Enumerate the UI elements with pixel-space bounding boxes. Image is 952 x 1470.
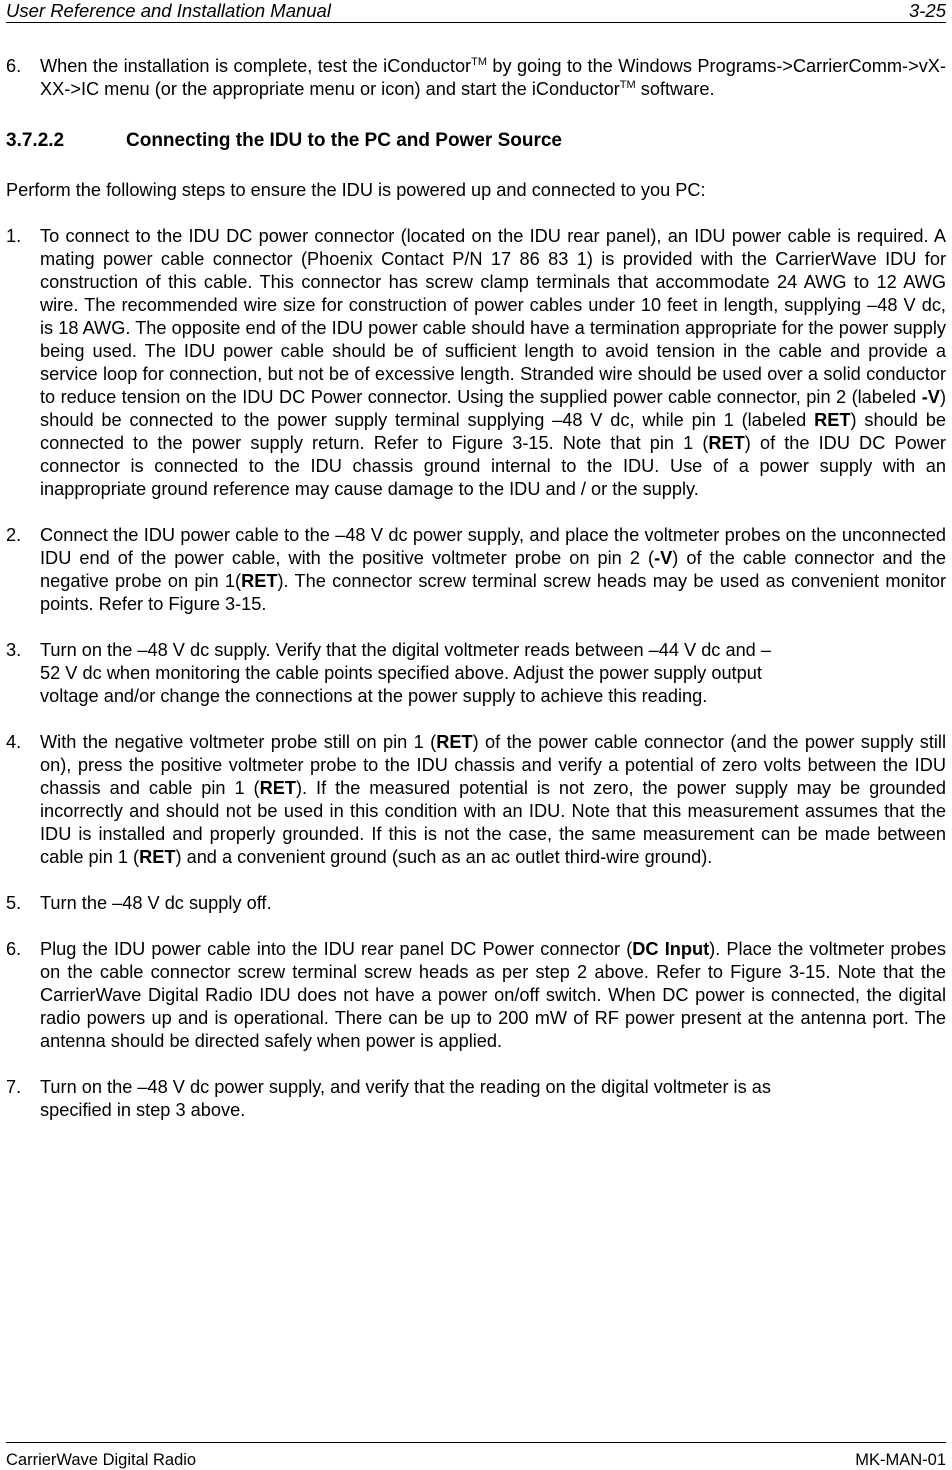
step-text: ) of the cable connector and the negative probe on pin 1( (40, 548, 946, 591)
step-text: ) of the IDU DC Power connector is connected to the IDU chassis ground internal to the IDU. Use of a power supply with an inappropriate ground reference may cause damage to the IDU and / or the supply. (40, 433, 946, 499)
bold-term: -V (921, 387, 940, 407)
step-number: 7. (6, 1077, 22, 1097)
step-text: software. (635, 79, 715, 99)
bold-term: RET (814, 410, 851, 430)
step-text-line: voltage and/or change the connections at the power supply to achieve this reading. (40, 686, 708, 706)
step-text: ) of the power cable connector (and the power supply still on), press the positive voltmeter probe to the IDU chassis and verify a potential of zero volts between the IDU chassis and cable pin 1 ( (40, 732, 946, 798)
step-4-ground-check (6, 731, 946, 869)
step-text: ). If the measured potential is not zero, the power supply may be grounded incorrectly and should not be used in this condition with an IDU. Note that this measurement assumes that the IDU is installed and properly grounded. If this is not the case, the same measurement can be made between cable pin 1 ( (40, 778, 946, 867)
step-5-supply-off (6, 892, 946, 915)
step-number: 3. (6, 640, 22, 660)
step-2-connect-supply (6, 524, 946, 616)
step-number: 4. (6, 732, 22, 752)
bold-term: RET (708, 433, 745, 453)
footer-doc-id: MK-MAN-01 (855, 1451, 946, 1469)
bold-term: DC Input (632, 939, 710, 959)
step-text-line: Turn on the –48 V dc supply. Verify that the digital voltmeter reads between –44 V dc and – (40, 640, 771, 660)
step-text: Connect the IDU power cable to the –48 V dc power supply, and place the voltmeter probes on the unconnected IDU end of the power cable, with the positive voltmeter probe on pin 2 ( (40, 525, 946, 568)
step-text: ) and a convenient ground (such as an ac outlet third-wire ground). (175, 847, 713, 867)
bold-term: RET (139, 847, 176, 867)
step-7-power-on (6, 1076, 946, 1122)
bold-term: RET (259, 778, 296, 798)
footer-product: CarrierWave Digital Radio (6, 1451, 197, 1469)
step-text: ) should be connected to the power supply return. Refer to Figure 3-15. Note that pin 1 ( (40, 410, 946, 453)
step-text-line: specified in step 3 above. (40, 1100, 246, 1120)
intro-paragraph: Perform the following steps to ensure the IDU is powered up and connected to you PC: (6, 180, 706, 200)
step-text-line: Turn on the –48 V dc power supply, and verify that the reading on the digital voltmeter is as (40, 1077, 771, 1097)
header-page-number: 3-25 (908, 0, 946, 21)
step-number: 6. (6, 56, 22, 76)
step-text: ). The connector screw terminal screw heads may be used as convenient monitor points. Refer to Figure 3-15. (40, 571, 946, 614)
step-text-line: 52 V dc when monitoring the cable points specified above. Adjust the power supply output (40, 663, 762, 683)
header-title: User Reference and Installation Manual (6, 0, 331, 21)
step-3-verify-voltage (6, 639, 946, 708)
step-text: To connect to the IDU DC power connector (located on the IDU rear panel), an IDU power cable is required. A mating power cable connector (Phoenix Contact P/N 17 86 83 1) is provided with the CarrierWave IDU for construction of this cable. This connector has screw clamp terminals that accommodate 24 AWG to 12 AWG wire. The recommended wire size for construction of power cables under 10 feet in length, supplying –48 V dc, is 18 AWG. The opposite end of the IDU power cable should have a termination appropriate for the power supply being used. The IDU power cable should be of sufficient length to avoid tension in the cable and provide a service loop for connection, but not be of excessive length. Stranded wire should be used over a solid conductor to reduce tension on the IDU DC Power connector. Using the supplied power cable connector, pin 2 (labeled (40, 226, 946, 407)
bold-term: -V (654, 548, 673, 568)
step-text: ) should be connected to the power supply terminal supplying –48 V dc, while pin 1 (labeled (40, 387, 946, 430)
page-footer (6, 1442, 946, 1470)
step-number: 2. (6, 525, 22, 545)
bold-term: RET (241, 571, 278, 591)
step-6-plug-in (6, 938, 946, 1053)
step-text: When the installation is complete, test the iConductor (40, 56, 472, 76)
step-number: 6. (6, 939, 22, 959)
section-number: 3.7.2.2 (6, 130, 65, 151)
step-number: 1. (6, 226, 22, 246)
section-title: Connecting the IDU to the PC and Power Source (126, 130, 562, 151)
step-number: 5. (6, 893, 22, 913)
trademark-mark: TM (471, 56, 488, 68)
section-heading (6, 129, 946, 152)
page-header (6, 0, 946, 23)
step-text: Plug the IDU power cable into the IDU rear panel DC Power connector ( (40, 939, 633, 959)
step-text: Turn the –48 V dc supply off. (40, 893, 272, 913)
step-text: With the negative voltmeter probe still on pin 1 ( (40, 732, 437, 752)
page-content (6, 55, 946, 1122)
bold-term: RET (436, 732, 473, 752)
step-1-power-cable (6, 225, 946, 501)
step-text: ). Place the voltmeter probes on the cable connector screw terminal screw heads as per step 2 above. Refer to Figure 3-15. Note that the CarrierWave Digital Radio IDU does not have a power on/off switch. When DC power is connected, the digital radio powers up and is operational. There can be up to 200 mW of RF power present at the antenna port. The antenna should be directed safely when power is applied. (40, 939, 946, 1051)
step-6-test-install (6, 55, 946, 101)
trademark-mark: TM (619, 79, 636, 91)
step-text: by going to the Windows Programs->CarrierComm->vX-XX->IC menu (or the appropriate menu or icon) and start the iConductor (40, 56, 946, 99)
